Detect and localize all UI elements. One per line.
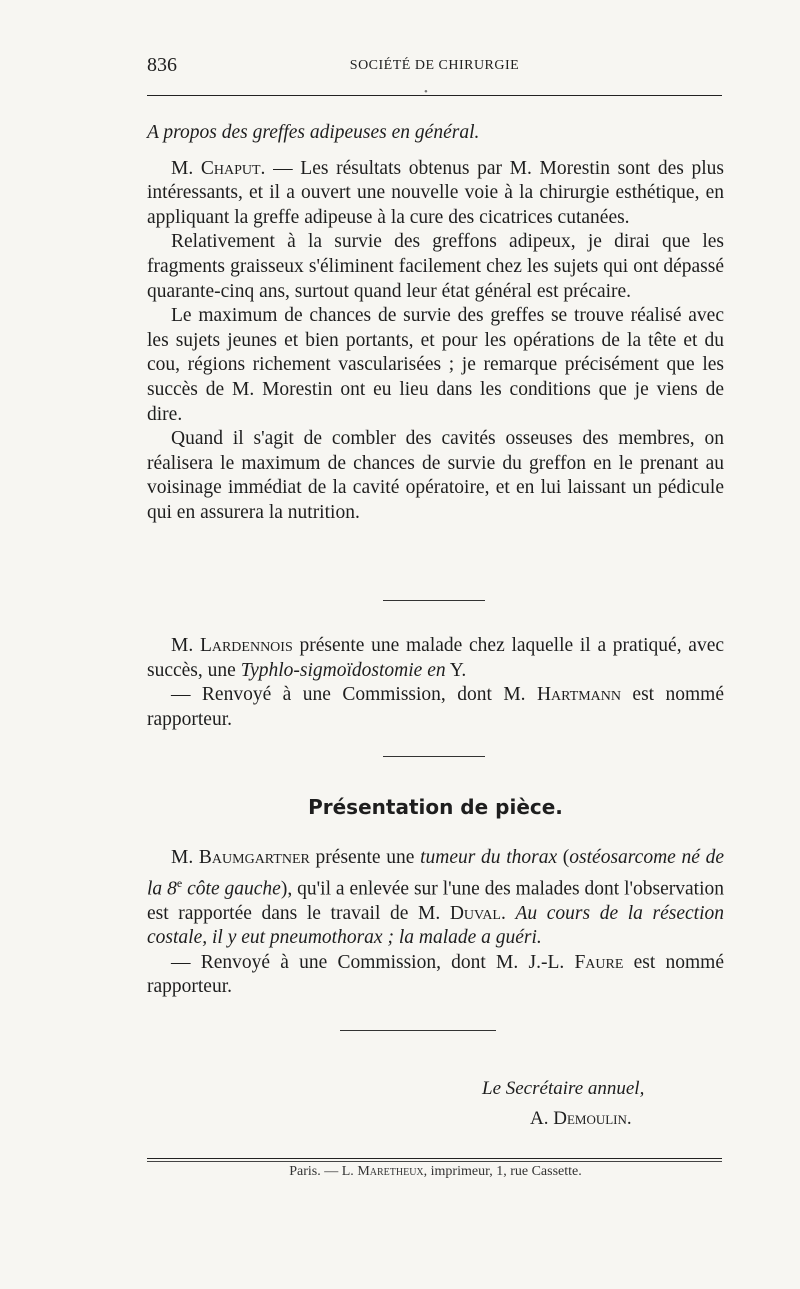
header-ornament: • (424, 86, 428, 98)
italic-text: tumeur du thorax (420, 847, 558, 868)
italic-text: côte gauche (182, 878, 281, 900)
paragraph-text: — Les résultats obtenus par M. Morestin sont des plus intéressants, et il a ouvert une nouvelle voie à la chirurgie esthétique, en appliquant la greffe adipeuse à la cure des cicatrices cutanées. (147, 157, 724, 228)
procedure-name: Typhlo-sigmoïdostomie en (240, 659, 446, 681)
section-title-greffes: A propos des greffes adipeuses en général. (147, 122, 480, 143)
section-baumgartner (147, 846, 724, 1000)
paragraph-text: est nommé rapporteur. (147, 951, 725, 998)
paragraph-text: présente une (309, 847, 421, 868)
separator-rule (383, 756, 485, 757)
paragraph-text: — Renvoyé à une Commission, dont M. (171, 684, 537, 706)
paragraph-text: ), qu'il a enlevée sur l'une des malades dont l'observation est rapportée dans le travail de M. (147, 878, 724, 924)
page-header (147, 54, 722, 84)
paragraph-chaput-3: Le maximum de chances de survie des greffes se trouve réalisé avec les sujets jeunes et bien portants, et pour les opérations de la tête et du cou, régions richement vascularisées ; je remarque précisément que les succès de M. Morestin ont eu lieu dans les conditions que je viens de dire. (147, 305, 724, 425)
speaker-lardennois: Lardennois (199, 635, 293, 656)
speaker-chaput: M. Chaput. (171, 157, 266, 179)
paragraph-text: Y. (445, 659, 467, 681)
signature-initial: A. (530, 1108, 554, 1129)
paragraph-lardennois-1 (147, 634, 724, 683)
running-head: SOCIÉTÉ DE CHIRURGIE (349, 58, 520, 73)
printer-name: Maretheux (357, 1164, 424, 1179)
name-hartmann: Hartmann (536, 684, 621, 706)
paragraph-chaput-1 (147, 157, 724, 231)
paragraph-baumgartner-1 (147, 846, 724, 951)
header-rule (147, 95, 722, 96)
name-duval: Duval (449, 902, 501, 924)
section-lardennois (147, 634, 724, 732)
paragraph-chaput-4: Quand il s'agit de combler des cavités osseuses des membres, on réalisera le maximum de chances de survie du greffon en le prenant au voisinage immédiat de la cavité opératoire, et en lui laissant un pédicule qui en assurera la nutrition. (147, 428, 724, 523)
paragraph-chaput-2: Relativement à la survie des greffons adipeux, je dirai que les fragments graisseux s'éliminent facilement chez les sujets qui ont dépassé quarante-cinq ans, surtout quand leur état général est précaire. (147, 231, 724, 302)
paragraph-text: est nommé rapporteur. (147, 684, 724, 730)
section-title-presentation: Présentation de pièce. (308, 795, 563, 819)
speaker-baumgartner: Baumgartner (198, 847, 310, 868)
paragraph-text: présente une malade chez laquelle il a pratiqué, avec succès, une (147, 635, 725, 681)
section-greffes (147, 121, 724, 526)
separator-rule (340, 1030, 496, 1031)
signature-surname: Demoulin. (553, 1108, 632, 1129)
signature-role: Le Secrétaire annuel, (482, 1078, 645, 1099)
name-faure: Faure (574, 951, 624, 973)
footer-rule-thin (147, 1161, 722, 1162)
italic-text: ostéosarcome né de la 8 (147, 847, 724, 900)
signature-name (530, 1108, 632, 1130)
separator-rule (383, 600, 485, 601)
page-number: 836 (147, 54, 177, 76)
footer-rule (147, 1158, 722, 1159)
paragraph-baumgartner-2 (147, 951, 724, 1000)
text-m: M. (171, 847, 199, 868)
paragraph-text: . (501, 902, 516, 924)
paragraph-lardennois-2 (147, 683, 724, 732)
printer-imprint (147, 1164, 724, 1180)
italic-text: Au cours de la résection costale, il y eut pneumothorax ; la malade a guéri. (147, 902, 725, 949)
paragraph-text: ( (557, 847, 570, 868)
imprint-text: Paris. — L. (289, 1164, 358, 1179)
paragraph-text: — Renvoyé à une Commission, dont M. J.-L. (171, 951, 575, 973)
text-m: M. (171, 635, 200, 656)
superscript: e (176, 875, 183, 890)
imprint-text: , imprimeur, 1, rue Cassette. (423, 1164, 582, 1179)
